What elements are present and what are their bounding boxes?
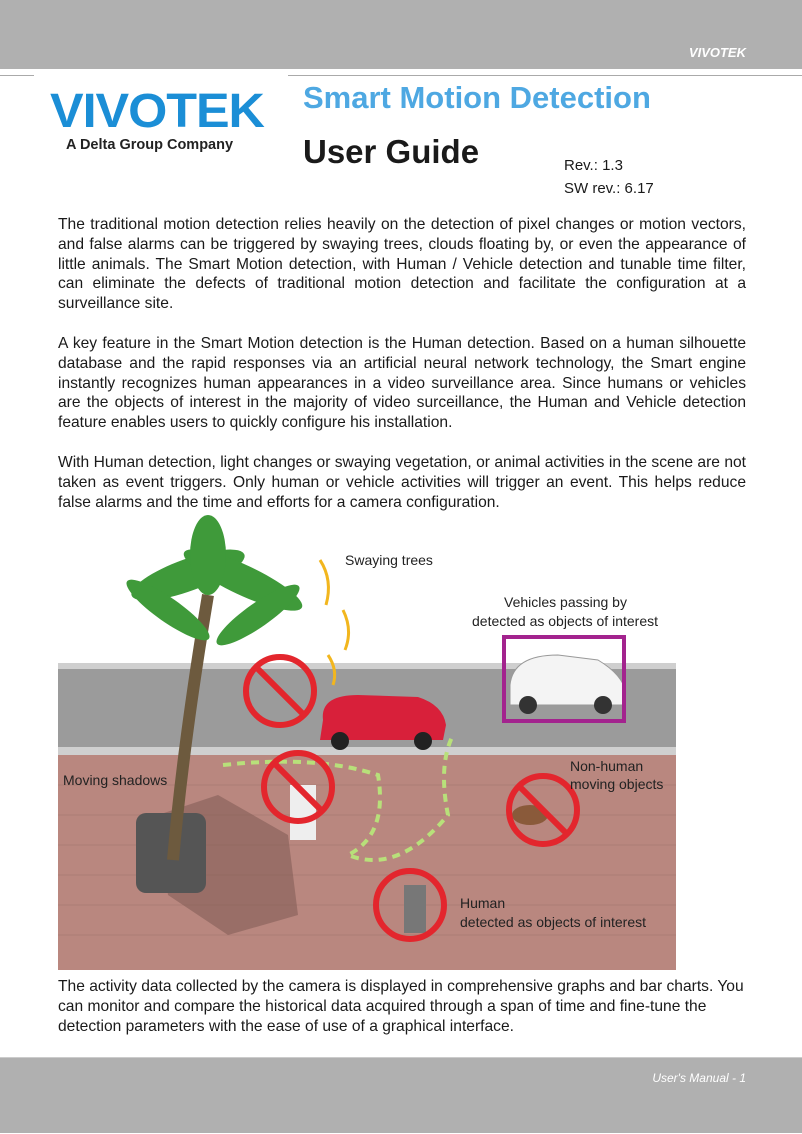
label-human-2: detected as objects of interest	[460, 914, 646, 930]
smart-motion-illustration	[58, 515, 678, 973]
logo-tagline: A Delta Group Company	[66, 137, 234, 153]
label-vehicles-1: Vehicles passing by	[504, 594, 627, 610]
page-footer-band	[0, 1057, 802, 1133]
paragraph-human-detection: A key feature in the Smart Motion detection is the Human detection. Based on a human silhouette database and the rapid responses via an artificial neural network technology, the Smart engine instantly recognizes human appearances in a video surveillance area. Since humans or vehicles are the objects of interest in the majority of video surceillance, the Human and Vehicle detection feature enables users to quickly configure his installation.	[58, 335, 746, 432]
page-header-band	[0, 0, 802, 69]
divider	[0, 75, 34, 76]
palm-leaves	[120, 515, 308, 654]
divider	[288, 75, 802, 76]
label-swaying-trees: Swaying trees	[345, 552, 433, 568]
document-title: Smart Motion Detection	[303, 80, 651, 115]
vivotek-logo: VIVOTEK	[50, 85, 264, 138]
revision: Rev.: 1.3	[564, 157, 623, 174]
label-nonhuman-1: Non-human	[570, 758, 644, 774]
person-2	[404, 885, 426, 933]
header-brand: VIVOTEK	[688, 45, 746, 60]
sw-revision: SW rev.: 6.17	[564, 180, 654, 197]
illustration-graphic	[58, 515, 678, 973]
label-moving-shadows: Moving shadows	[63, 772, 168, 788]
page-number: User's Manual - 1	[652, 1071, 746, 1085]
paragraph-intro: The traditional motion detection relies heavily on the detection of pixel changes or motion vectors, and false alarms can be triggered by swaying trees, clouds floating by, or even the appearance of little animals. The Smart Motion detection, with Human / Vehicle detection and tunable time filter, can eliminate the defects of traditional motion detection and facilitate the configuration at a surveillance site.	[58, 216, 746, 313]
label-nonhuman-2: moving objects	[570, 776, 664, 792]
paragraph-activity-data: The activity data collected by the camera is displayed in comprehensive graphs and bar charts. You can monitor and compare the historical data acquired through a span of time and fine-tune the detection parameters with the ease of use of a graphical interface.	[58, 978, 744, 1035]
document-subtitle: User Guide	[303, 133, 480, 170]
paragraph-benefits: With Human detection, light changes or swaying vegetation, or animal activities in the scene are not taken as event triggers. Only human or vehicle activities will trigger an event. This helps reduce false alarms and the time and efforts for a camera configuration.	[58, 454, 746, 511]
curb	[58, 747, 676, 755]
label-human-1: Human	[460, 895, 506, 911]
label-vehicles-2: detected as objects of interest	[472, 613, 658, 629]
